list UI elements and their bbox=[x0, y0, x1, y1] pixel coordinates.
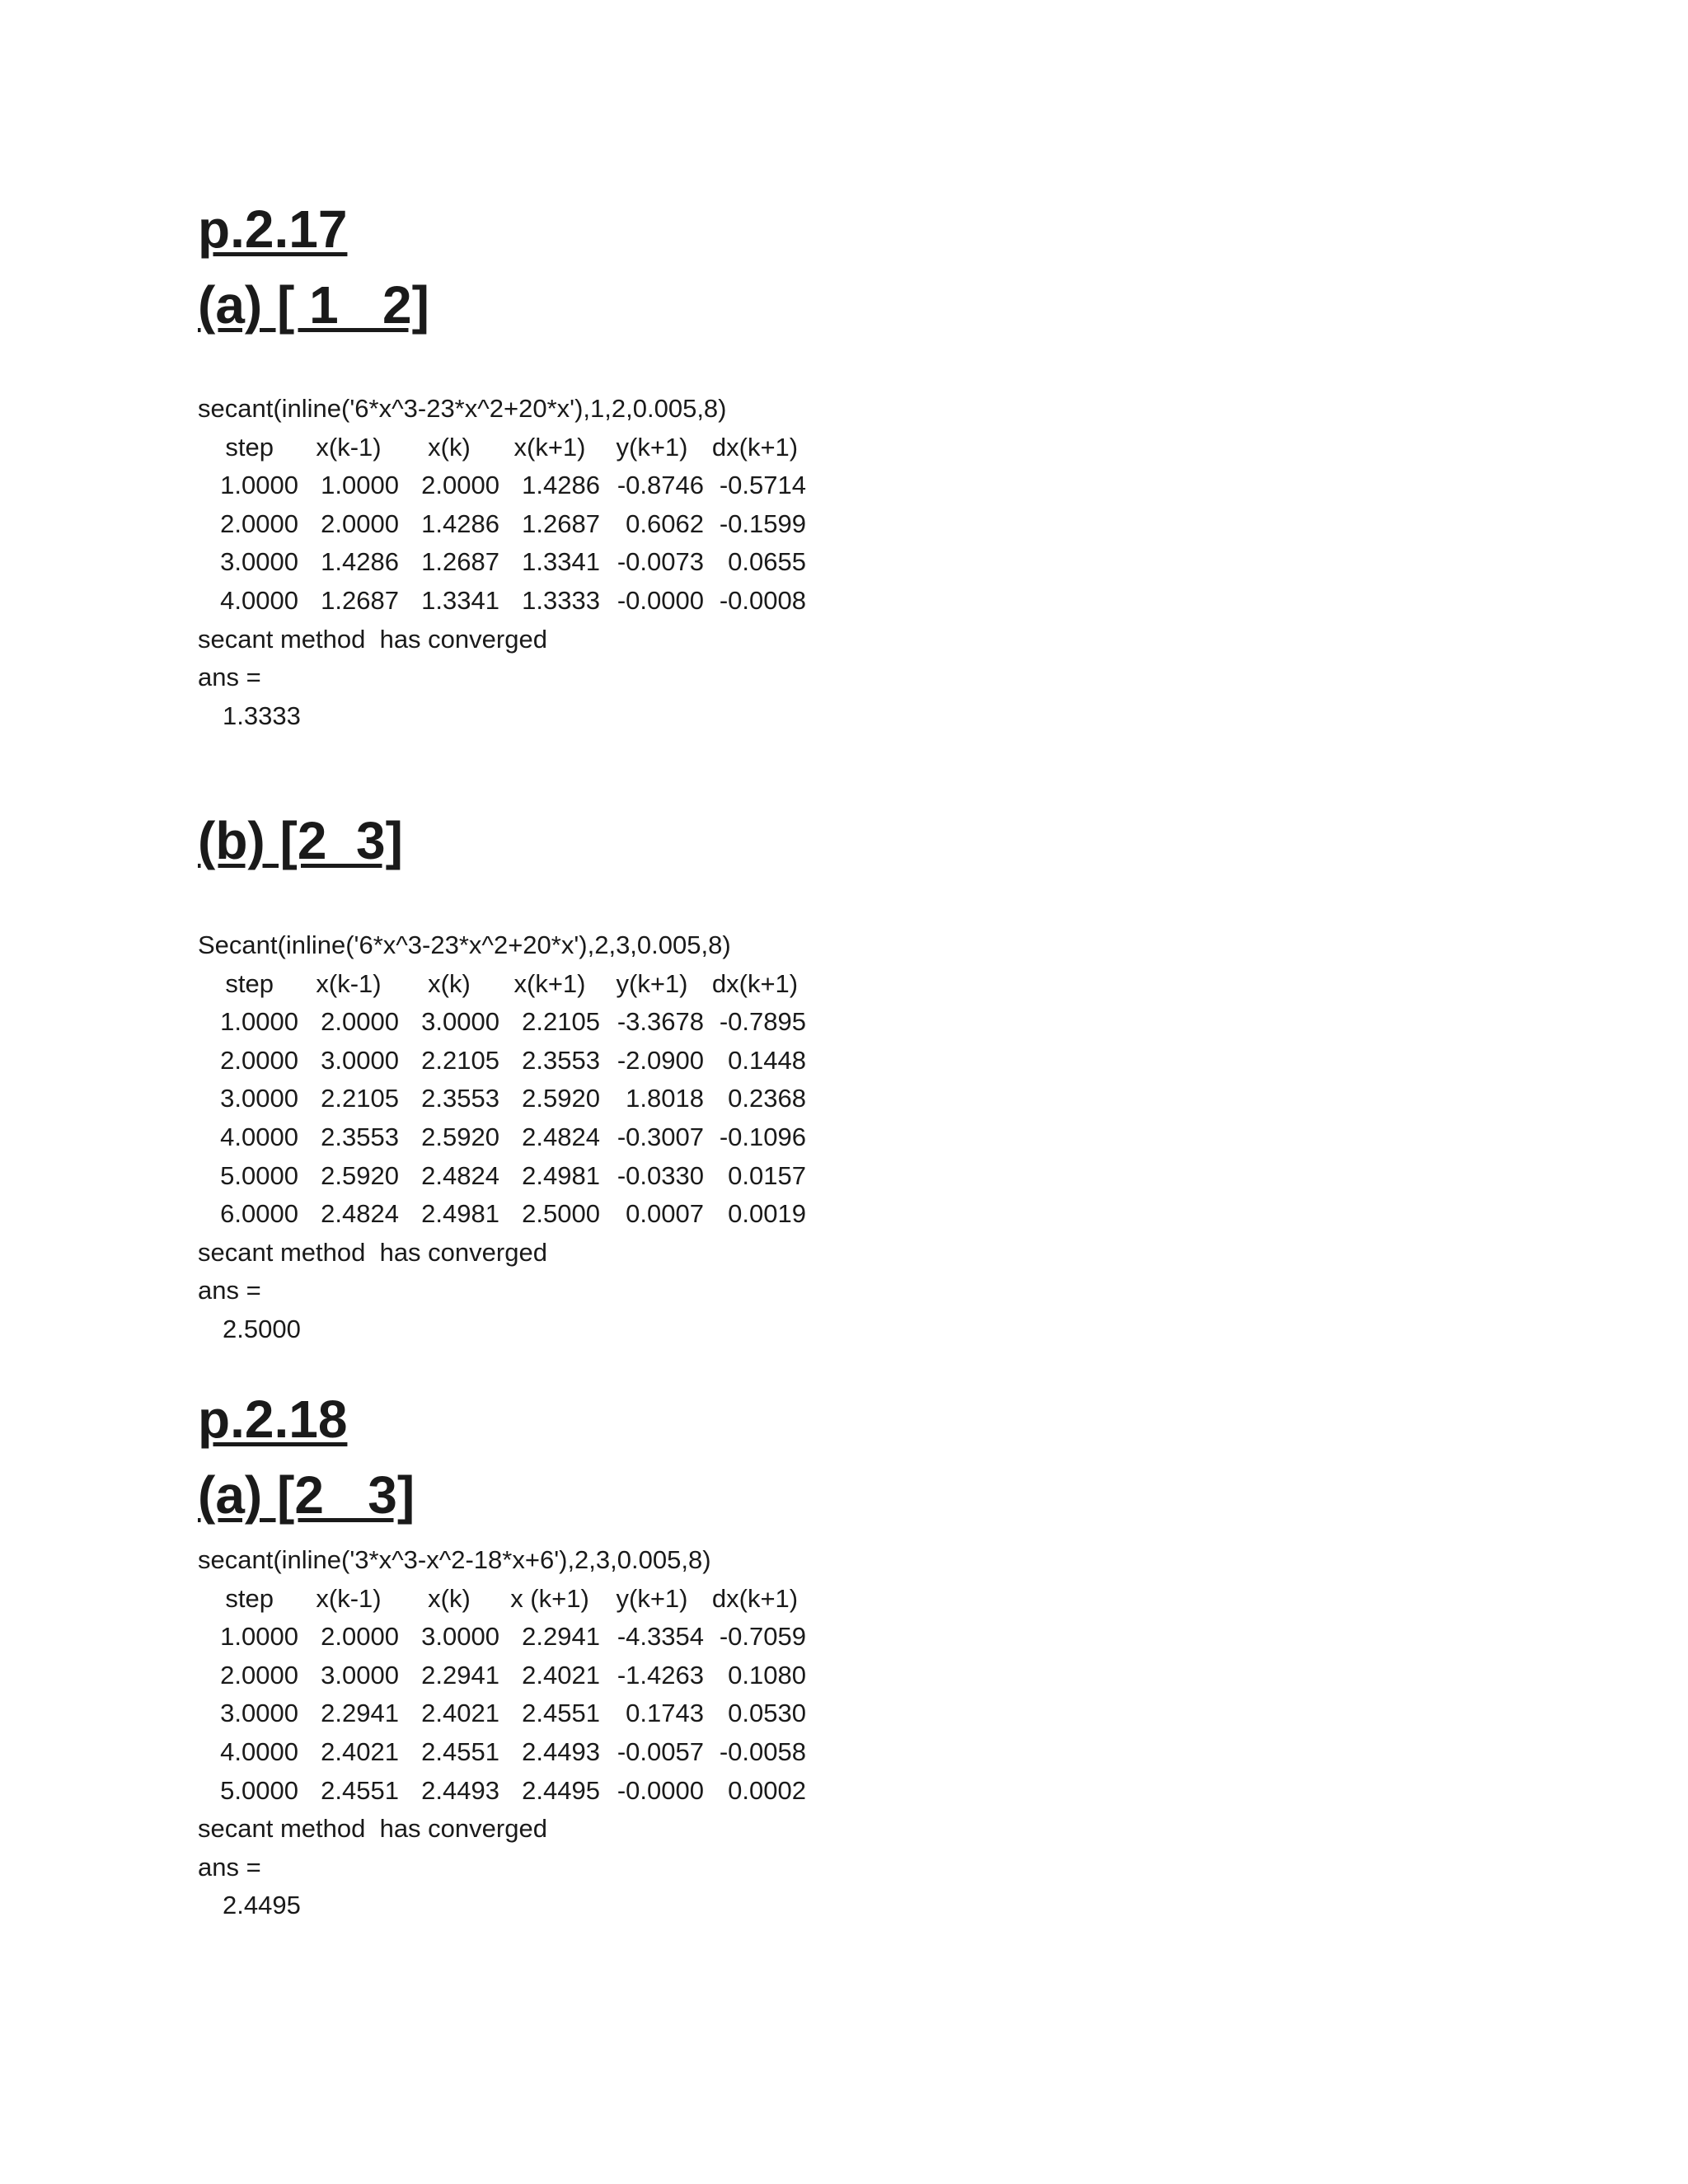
table-cell: 2.4824 bbox=[421, 1160, 499, 1190]
table-cell: 2.4981 bbox=[522, 1160, 600, 1190]
table-cell: 2.2941 bbox=[321, 1699, 399, 1728]
table-cell: 1.2687 bbox=[321, 585, 399, 615]
ans-label: ans = bbox=[198, 1852, 261, 1882]
table-cell: -0.0073 bbox=[617, 547, 704, 577]
column-header: step bbox=[225, 968, 274, 998]
table-cell: 2.0000 bbox=[220, 509, 298, 538]
table-cell: 2.3553 bbox=[421, 1084, 499, 1113]
table-cell: 2.5920 bbox=[421, 1122, 499, 1151]
table-cell: -0.0000 bbox=[617, 1775, 704, 1805]
table-cell: -0.0330 bbox=[617, 1160, 704, 1190]
table-cell: 2.2941 bbox=[522, 1622, 600, 1652]
column-header: x (k+1) bbox=[510, 1583, 589, 1613]
table-cell: -4.3354 bbox=[617, 1622, 704, 1652]
table-cell: 2.5920 bbox=[321, 1160, 399, 1190]
table-cell: -0.0058 bbox=[719, 1736, 806, 1766]
table-cell: -0.8746 bbox=[617, 471, 704, 500]
table-cell: 1.0000 bbox=[220, 471, 298, 500]
table-cell: 1.0000 bbox=[321, 471, 399, 500]
column-header: dx(k+1) bbox=[711, 432, 799, 462]
table-cell: -1.4263 bbox=[617, 1660, 704, 1690]
table-cell: 2.0000 bbox=[321, 1007, 399, 1037]
table-header bbox=[198, 1580, 940, 1619]
table-cell: 2.0000 bbox=[220, 1660, 298, 1690]
table-cell: 3.0000 bbox=[220, 1084, 298, 1113]
table-cell: 2.4824 bbox=[522, 1122, 600, 1151]
table-cell: 0.2368 bbox=[728, 1084, 806, 1113]
output-block-1 bbox=[198, 926, 940, 1349]
table-cell: 2.4981 bbox=[421, 1199, 499, 1229]
table-cell: 1.4286 bbox=[321, 547, 399, 577]
table-cell: 3.0000 bbox=[220, 547, 298, 577]
table-cell: 4.0000 bbox=[220, 585, 298, 615]
column-header: y(k+1) bbox=[616, 432, 688, 462]
table-cell: 1.3341 bbox=[522, 547, 600, 577]
table-cell: 3.0000 bbox=[321, 1660, 399, 1690]
table-cell: 2.4495 bbox=[522, 1775, 600, 1805]
table-cell: 1.2687 bbox=[421, 547, 499, 577]
table-cell: 2.5920 bbox=[522, 1084, 600, 1113]
table-cell: 1.0000 bbox=[220, 1007, 298, 1037]
table-row bbox=[198, 466, 940, 505]
table-cell: 3.0000 bbox=[220, 1699, 298, 1728]
part-heading: (a) [ 1 2] bbox=[198, 275, 429, 335]
table-cell: -0.7895 bbox=[719, 1007, 806, 1037]
table-cell: 0.1448 bbox=[728, 1045, 806, 1075]
column-header: x(k) bbox=[428, 1583, 471, 1613]
output-block-2 bbox=[198, 1541, 940, 1925]
column-header: dx(k+1) bbox=[711, 968, 799, 998]
table-cell: 2.4021 bbox=[321, 1736, 399, 1766]
table-cell: -0.0057 bbox=[617, 1736, 704, 1766]
table-cell: -0.0008 bbox=[719, 585, 806, 615]
part-heading: (b) [2 3] bbox=[198, 811, 403, 870]
table-cell: 1.0000 bbox=[220, 1622, 298, 1652]
table-cell: 5.0000 bbox=[220, 1160, 298, 1190]
table-cell: 2.4021 bbox=[522, 1660, 600, 1690]
table-cell: -0.3007 bbox=[617, 1122, 704, 1151]
table-row bbox=[198, 1772, 940, 1811]
column-header: dx(k+1) bbox=[711, 1583, 799, 1613]
table-header bbox=[198, 429, 940, 467]
table-cell: 2.4493 bbox=[421, 1775, 499, 1805]
table-cell: 1.2687 bbox=[522, 509, 600, 538]
table-cell: 3.0000 bbox=[421, 1007, 499, 1037]
table-cell: 2.4551 bbox=[321, 1775, 399, 1805]
table-cell: -0.7059 bbox=[719, 1622, 806, 1652]
table-cell: 0.0655 bbox=[728, 547, 806, 577]
table-header bbox=[198, 965, 940, 1004]
table-cell: 0.0007 bbox=[626, 1199, 704, 1229]
table-cell: 2.4551 bbox=[421, 1736, 499, 1766]
table-row bbox=[198, 543, 940, 582]
table-cell: 2.4824 bbox=[321, 1199, 399, 1229]
table-cell: 0.0002 bbox=[728, 1775, 806, 1805]
table-cell: 2.2941 bbox=[421, 1660, 499, 1690]
command-line: secant(inline('6*x^3-23*x^2+20*x'),1,2,0.005,8) bbox=[198, 394, 727, 423]
table-cell: 2.2105 bbox=[321, 1084, 399, 1113]
table-row bbox=[198, 1080, 940, 1118]
status-line: secant method has converged bbox=[198, 1237, 547, 1267]
table-cell: 2.3553 bbox=[321, 1122, 399, 1151]
table-row bbox=[198, 1195, 940, 1234]
table-cell: 0.0019 bbox=[728, 1199, 806, 1229]
table-cell: 0.0157 bbox=[728, 1160, 806, 1190]
table-row bbox=[198, 1694, 940, 1733]
table-row bbox=[198, 582, 940, 621]
table-cell: 1.3341 bbox=[421, 585, 499, 615]
table-row bbox=[198, 1618, 940, 1657]
table-cell: 2.0000 bbox=[321, 509, 399, 538]
column-header: x(k-1) bbox=[316, 1583, 382, 1613]
table-row bbox=[198, 1042, 940, 1080]
column-header: x(k+1) bbox=[513, 968, 586, 998]
column-header: y(k+1) bbox=[616, 968, 688, 998]
ans-label: ans = bbox=[198, 663, 261, 692]
table-cell: 2.4021 bbox=[421, 1699, 499, 1728]
column-header: x(k) bbox=[428, 432, 471, 462]
command-line: Secant(inline('6*x^3-23*x^2+20*x'),2,3,0.005,8) bbox=[198, 930, 731, 959]
column-header: x(k+1) bbox=[513, 432, 586, 462]
ans-label: ans = bbox=[198, 1276, 261, 1305]
command-line: secant(inline('3*x^3-x^2-18*x+6'),2,3,0.005,8) bbox=[198, 1545, 711, 1574]
table-cell: 4.0000 bbox=[220, 1736, 298, 1766]
ans-value: 1.3333 bbox=[223, 701, 301, 730]
table-cell: 0.6062 bbox=[626, 509, 704, 538]
table-cell: 0.1080 bbox=[728, 1660, 806, 1690]
table-cell: 3.0000 bbox=[421, 1622, 499, 1652]
table-cell: -0.1599 bbox=[719, 509, 806, 538]
table-cell: 2.2105 bbox=[421, 1045, 499, 1075]
part-heading: (a) [2 3] bbox=[198, 1465, 415, 1525]
column-header: y(k+1) bbox=[616, 1583, 688, 1613]
table-cell: 2.4551 bbox=[522, 1699, 600, 1728]
table-row bbox=[198, 1157, 940, 1196]
table-cell: 1.8018 bbox=[626, 1084, 704, 1113]
table-row bbox=[198, 1733, 940, 1772]
column-header: step bbox=[225, 1583, 274, 1613]
table-row bbox=[198, 1657, 940, 1695]
table-row bbox=[198, 1118, 940, 1157]
table-cell: 1.3333 bbox=[522, 585, 600, 615]
table-cell: -0.1096 bbox=[719, 1122, 806, 1151]
status-line: secant method has converged bbox=[198, 1814, 547, 1844]
column-header: x(k-1) bbox=[316, 968, 382, 998]
table-cell: -0.5714 bbox=[719, 471, 806, 500]
column-header: x(k) bbox=[428, 968, 471, 998]
status-line: secant method has converged bbox=[198, 624, 547, 654]
output-block-0 bbox=[198, 390, 940, 735]
table-cell: 2.0000 bbox=[220, 1045, 298, 1075]
table-cell: 5.0000 bbox=[220, 1775, 298, 1805]
table-cell: -2.0900 bbox=[617, 1045, 704, 1075]
table-cell: 0.0530 bbox=[728, 1699, 806, 1728]
ans-value: 2.4495 bbox=[223, 1891, 301, 1920]
table-cell: 0.1743 bbox=[626, 1699, 704, 1728]
table-cell: 6.0000 bbox=[220, 1199, 298, 1229]
table-cell: 2.0000 bbox=[321, 1622, 399, 1652]
table-cell: 3.0000 bbox=[321, 1045, 399, 1075]
column-header: step bbox=[225, 432, 274, 462]
table-cell: 2.3553 bbox=[522, 1045, 600, 1075]
table-cell: 2.0000 bbox=[421, 471, 499, 500]
table-cell: -0.0000 bbox=[617, 585, 704, 615]
table-cell: 2.2105 bbox=[522, 1007, 600, 1037]
problem-heading: p.2.18 bbox=[198, 1390, 348, 1449]
table-cell: -3.3678 bbox=[617, 1007, 704, 1037]
column-header: x(k-1) bbox=[316, 432, 382, 462]
table-cell: 1.4286 bbox=[421, 509, 499, 538]
table-row bbox=[198, 1003, 940, 1042]
table-cell: 4.0000 bbox=[220, 1122, 298, 1151]
table-cell: 2.5000 bbox=[522, 1199, 600, 1229]
problem-heading: p.2.17 bbox=[198, 199, 348, 259]
table-row bbox=[198, 505, 940, 544]
table-cell: 2.4493 bbox=[522, 1736, 600, 1766]
table-cell: 1.4286 bbox=[522, 471, 600, 500]
ans-value: 2.5000 bbox=[223, 1314, 301, 1343]
